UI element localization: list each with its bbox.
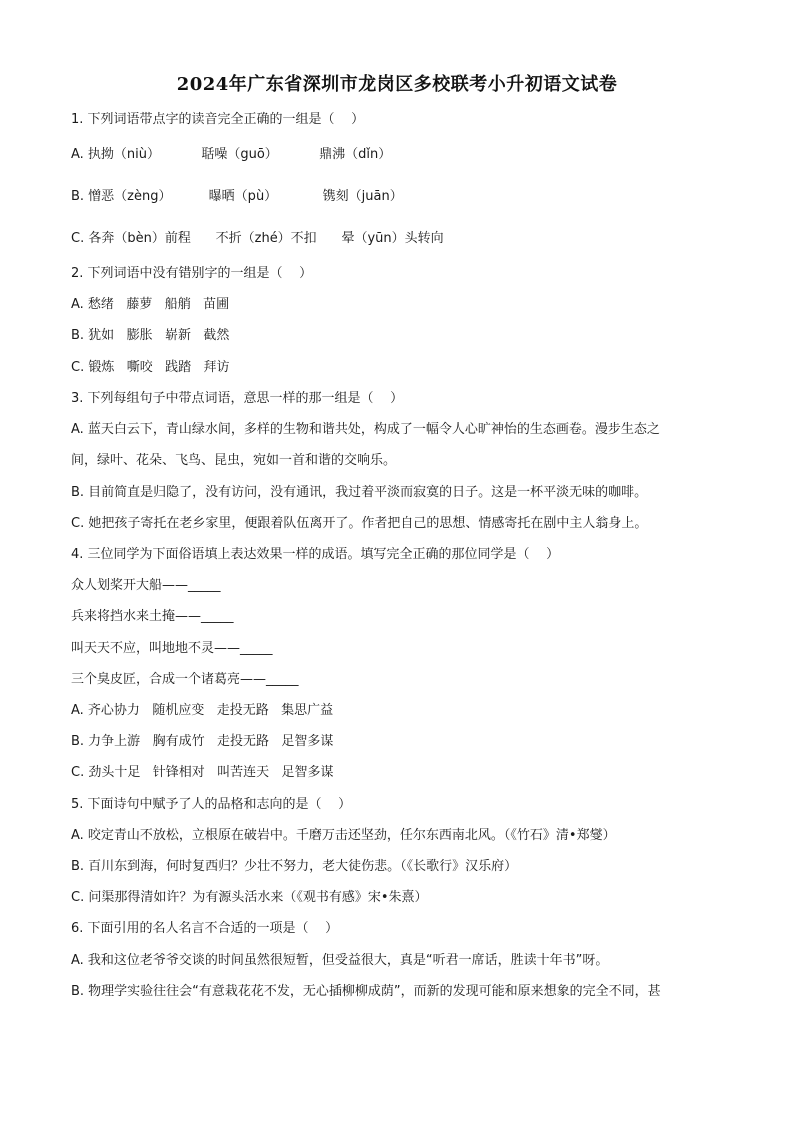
question-2-option-b: B. 犹如 膨胀 崭新 截然 [71, 328, 230, 343]
question-4-proverb-3: 叫天天不应，叫地地不灵——_____ [71, 641, 273, 656]
question-3-stem: 3. 下列每组句子中带点词语，意思一样的那一组是（ ） [71, 391, 404, 406]
question-4-option-b: B. 力争上游 胸有成竹 走投无路 足智多谋 [71, 734, 334, 749]
question-3-option-b: B. 目前简直是归隐了，没有访问，没有通讯，我过着平淡而寂寞的日子。这是一杯平淡无味的咖啡。 [71, 485, 648, 500]
question-4-proverb-1: 众人划桨开大船——_____ [71, 578, 221, 593]
question-1-stem: 1. 下列词语带点字的读音完全正确的一组是（ ） [71, 112, 365, 127]
question-3-option-a-line-2: 间，绿叶、花朵、飞鸟、昆虫，宛如一首和谐的交响乐。 [71, 453, 397, 468]
question-6-option-a: A. 我和这位老爷爷交谈的时间虽然很短暂，但受益很大，真是“听君一席话，胜读十年书”呀。 [71, 953, 609, 968]
question-4-proverb-4: 三个臭皮匠，合成一个诸葛亮——_____ [71, 672, 299, 687]
question-5-stem: 5. 下面诗句中赋予了人的品格和志向的是（ ） [71, 797, 352, 812]
question-1-option-a: A. 执拗（niù） 聒噪（guō） 鼎沸（dǐn） [71, 147, 392, 162]
question-2-stem: 2. 下列词语中没有错别字的一组是（ ） [71, 266, 313, 281]
question-4-option-c: C. 劲头十足 针锋相对 叫苦连天 足智多谋 [71, 765, 334, 780]
question-4-proverb-2: 兵来将挡水来土掩——_____ [71, 609, 234, 624]
question-2-option-a: A. 愁绪 藤萝 船艄 苗圃 [71, 297, 230, 312]
question-2-option-c: C. 锻炼 嘶咬 践踏 拜访 [71, 360, 230, 375]
question-6-option-b: B. 物理学实验往往会“有意栽花花不发，无心插柳柳成荫”，而新的发现可能和原来想象的完全不同，甚 [71, 984, 661, 999]
question-5-option-c: C. 问渠那得清如许？为有源头活水来（《观书有感》宋•朱熹） [71, 890, 428, 905]
question-4-option-a: A. 齐心协力 随机应变 走投无路 集思广益 [71, 703, 334, 718]
question-3-option-c: C. 她把孩子寄托在老乡家里，便跟着队伍离开了。作者把自己的思想、情感寄托在剧中主人翁身上。 [71, 516, 648, 531]
question-1-option-c: C. 各奔（bèn）前程 不折（zhé）不扣 晕（yūn）头转向 [71, 231, 444, 246]
question-6-stem: 6. 下面引用的名人名言不合适的一项是（ ） [71, 921, 339, 936]
question-5-option-b: B. 百川东到海，何时复西归？少壮不努力，老大徒伤悲。（《长歌行》汉乐府） [71, 859, 518, 874]
exam-title: 2024年广东省深圳市龙岗区多校联考小升初语文试卷 [176, 74, 618, 95]
question-5-option-a: A. 咬定青山不放松，立根原在破岩中。千磨万击还坚劲，任尔东西南北风。（《竹石》清•郑燮） [71, 828, 616, 843]
question-1-option-b: B. 憎恶（zèng） 曝晒（pù） 镌刻（juān） [71, 189, 403, 204]
question-4-stem: 4. 三位同学为下面俗语填上表达效果一样的成语。填写完全正确的那位同学是（ ） [71, 547, 560, 562]
question-3-option-a-line-1: A. 蓝天白云下，青山绿水间，多样的生物和谐共处，构成了一幅令人心旷神怡的生态画卷。漫步生态之 [71, 422, 660, 437]
